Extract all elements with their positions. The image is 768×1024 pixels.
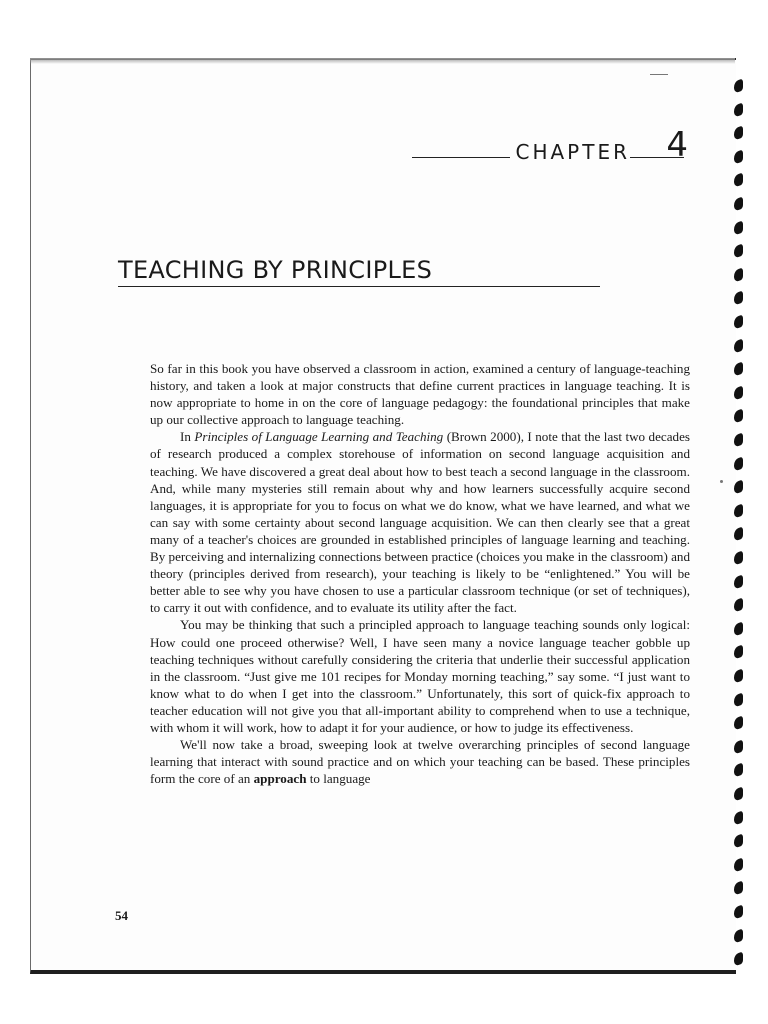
chapter-heading (412, 124, 690, 164)
binding-coil (734, 503, 743, 518)
paragraph-text: In (180, 429, 195, 445)
binding-coil (734, 905, 743, 920)
binding-coil (734, 928, 743, 943)
binding-coil (734, 716, 743, 731)
body-paragraph (150, 736, 690, 787)
binding-coil (734, 173, 743, 188)
binding-coil (734, 385, 743, 400)
binding-coil (734, 527, 743, 542)
binding-coil (734, 551, 743, 566)
page-top-shadow (30, 58, 735, 64)
body-paragraph (150, 428, 690, 616)
body-paragraph (150, 616, 690, 736)
binding-coil (734, 739, 743, 754)
binding-coil (734, 834, 743, 849)
paragraph-text: So far in this book you have observed a classroom in action, examined a century of language-teaching history, and taken a look at major constructs that define current practices in language teaching. It is now appropriate to home in on the core of language pedagogy: the foundational principles that make up our collective approach to language teaching. (150, 361, 690, 428)
chapter-label: CHAPTER (510, 140, 631, 164)
binding-coil (734, 126, 743, 141)
binding-coil (734, 881, 743, 896)
paragraph-text: to language (306, 771, 371, 787)
paragraph-text: You may be thinking that such a principled approach to language teaching sounds only logical: How could one proceed otherwise? Well, I have seen many a novice language teacher gobble up teaching techniques without carefully considering the criteria that underlie their successful application in the classroom. “Just give me 101 recipes for Monday morning teaching,” say some. “I just want to know what to do when I get into the classroom.” Unfortunately, this sort of quick-fix approach to teacher education will not give you that all-important ability to comprehend when to use a technique, with whom it will work, how to adapt it for your audience, or how to judge its effectiveness. (150, 617, 690, 735)
binding-coil (734, 787, 743, 802)
binding-coil (734, 244, 743, 259)
scan-speck (650, 74, 668, 75)
body-paragraph (150, 360, 690, 428)
binding-coil (734, 621, 743, 636)
binding-coil (734, 149, 743, 164)
binding-coil (734, 291, 743, 306)
chapter-number: 4 (666, 125, 688, 165)
binding-coil (734, 197, 743, 212)
scan-speck (720, 480, 723, 483)
binding-coil (734, 433, 743, 448)
binding-coil (734, 362, 743, 377)
binding-coil (734, 480, 743, 495)
binding-coil (734, 598, 743, 613)
binding-coil (734, 763, 743, 778)
paragraph-text: (Brown 2000), I note that the last two decades of research produced a complex storehouse of information on second language acquisition and teaching. We have discovered a great deal about how to best teach a second language in the classroom. And, while many mysteries still remain about why and how learners successfully acquire second languages, it is appropriate for you to focus on what we do know, what we have learned, and what we can say with some certainty about second language acquisition. We can then clearly see that a great many of a teacher's choices are grounded in established principles of language learning and teaching. By perceiving and internalizing connections between practice (choices you make in the classroom) and theory (principles derived from research), your teaching is likely to be “enlightened.” You will be better able to see why you have chosen to use a particular classroom technique (or set of techniques), to carry it out with confidence, and to evaluate its utility after the fact. (150, 429, 690, 616)
binding-coil (734, 220, 743, 235)
chapter-title: TEACHING BY PRINCIPLES (118, 254, 600, 287)
binding-coil (734, 669, 743, 684)
binding-coil (734, 315, 743, 330)
key-term: approach (253, 771, 307, 787)
binding-coil (734, 338, 743, 353)
page-number: 54 (115, 908, 128, 923)
binding-coil (734, 952, 743, 967)
book-title-reference: Principles of Language Learning and Teaching (194, 429, 444, 445)
binding-coil (734, 574, 743, 589)
binding-coil (734, 409, 743, 424)
binding-coil (734, 79, 743, 94)
binding-coil (734, 810, 743, 825)
binding-coil (734, 102, 743, 117)
binding-coil (734, 645, 743, 660)
binding-coil (734, 857, 743, 872)
body-text (150, 360, 690, 787)
paragraph-text: We'll now take a broad, sweeping look at twelve overarching principles of second language learning that interact with sound practice and on which your teaching can be based. These principles form the core of an (150, 737, 690, 787)
binding-coil (734, 267, 743, 282)
binding-coil (734, 456, 743, 471)
binding-coil (734, 692, 743, 707)
spiral-binding (726, 62, 756, 967)
